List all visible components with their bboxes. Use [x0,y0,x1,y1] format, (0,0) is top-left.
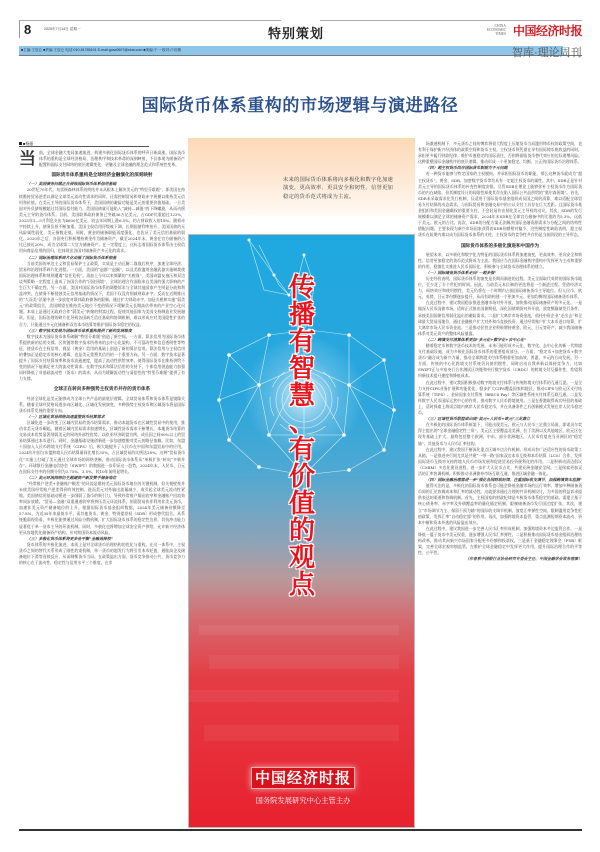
subsection-heading: （四）国际金融治理需进一步“强化各国财政纪律，注重国际收支调节，加强跨境资本监测” [425,477,582,483]
body-paragraph: 值得关注的是，多极化的国际货币体系也可能会降低金融市场的运行效率，增加多种储备货币间的汇兑协调成本和汇率的波动性。这就要求通过合理的共识机制设计，为多国的利益诉求提供表达的渠道和协调机制。首先，主权国家的财政纪律是多极货币体系稳定的基础，需建立基于核心债务率、赤字率及外债覆盖率的量化锚定机制，限制储备货币发行国过度扩张。其次，建立“市场调节为主、保留干预为辅”的国际收支调节机制，放宽汇率弹性空间，限制滥用竞争性贬值政策，发挥汇率“自动稳定器”的作用。再次，加强跨境资本监管，重点监测短期资本流动、资本中断和资本外逃的风险溢出效应。 [418,483,582,525]
slogan-char: 点 [288,570,315,600]
author-note: （作者系中国银行业协会研究专委会主任、中国金融学会常务理事） [465,556,582,562]
slogan-char: 的 [288,516,315,546]
slogan-char: 有 [288,327,315,357]
header-rule-right [320,20,582,21]
ad-masthead-logo: 中国经济时报 [251,767,355,789]
subsection-heading: （一）美国债务问题正在侵蚀国际货币体系信用基础 [26,181,117,187]
page-number: 8 [19,20,39,38]
article-column-right [418,141,582,827]
page-bottom-rule [19,829,582,831]
subsection-heading: （一）区域化贸易网络加速重塑货币结算需求 [26,413,105,419]
body-paragraph: 场激速机制下，多元货币之间的博弈将很大程度上压缩货币当局滥用铸币权的政策空间，也有利于保护新兴经济体的政策空间和货币主权。主权货币须凭借在享有国际铸币税收益的同时，承担更多履行财政纪律，维护币值稳定的国际责任，否则将面临货币替代效应的边际递增风险。这种重塑国际金融秩序的底层逻辑，推动形成一个更加稳定、均衡、公正的国际货币治理体系。 [418,141,582,165]
editor-info-bar [19,46,563,55]
brand-en-line: TIMES [495,32,506,36]
lead-paragraph [19,150,185,168]
article-headline: 国际货币体系重构的市场逻辑与演进路径 [141,96,459,116]
issue-date: 2025年7月14日 星期一 [44,27,81,31]
slogan-char: 慧 [288,381,315,411]
body-paragraph: 在此过程中，建议我国不断深化重点区域多边合作机制，形成具有广泛适应性的货币政策工具箱。一是推进央行间尤其是共建“一带一路”国家双边本币互换和本币结算（LCS）合作，发挥国际货币互换对支持跨境人民币市场发展和促进贸易投资便利化的作用。二是积极动清迈倡议（CMIM）多边化建设进程，进一步扩大人民币占比，共建亚洲金融安全网。三是探索更加灵活的汇率协调机制，积极推动亚洲债券市场互联互通，推进区域金融一体化。 [418,446,582,476]
body-paragraph: 区域化进一步改变了区域内贸易的货币结算需求，推动本地货币在区域性贸易中的使用，推动非美元货币崛起。随着区域内贸易需求加速增长，区域性货币需求不断增长，本地货币结算的交易成本优势显著削弱美元的网络外部性优势。以欧亚经济联盟为例，成员国之间90%以上的贸易结算通过本币进行。同时，金融基础设施创新进一步加速摆脱对美元的路径依赖。比如，东盟十国加入人民币跨境支付系统（CIPS）后，极大地提升了人民币在中国和东盟贸易中的应用。2024年中国与东盟跨境人民币结算量同比增长35%，占区域贸易的比例达28%。这种“贸易货币化”实施上打破了美元通过全球市场的网络垄断，推动国际货币体系从“单极扩张”转向“多极并存”。环球银行金融电信协会（SWIFT）的数据进一步印证这一趋势，2024年末，人民币、日元在国际支付中的份额分别为3.75%、3.5%，较10年前明显增长。 [19,419,185,474]
section-heading: 国际货币体系的多极化演进和中国作为 [460,242,540,248]
byline-rule [19,146,149,147]
body-paragraph: 在此过程中，建议我国稳步推进金融市场对外开放，加快推动国际储备资产的多元化。一是做深人民币国债市场，适时正式推出国债期权，深化国债期货对外开放，放宽熊猫债发行条件，承接美国国债信用弱化溢出的避险需求。二是扩大离岸市场资金池，依托中资企业“走出去”和全球最大贸易国地位，通过金融账户扩大对外和币直接投资，通过经常账户扩大本币进口结算，扩大离岸市场人民币资金池。三是推动民营企业积极增持黄金、欧元、日元等资产，减少我国储备体系对美元资产的整体风险暴露。 [418,300,582,336]
author-name: ■杨藤 [23,141,34,146]
subsection-heading: （二）美元环流网络衍生越避资产新发赞手储备地位 [26,474,117,480]
brand-english [484,24,506,36]
body-paragraph: 在多极化的国际货币体系框架下，可能出现美元、欧元与人民币三足鼎立局面，即诺贝尔奖得主提出的“全球金融稳定性三角”。美元区主要覆盖北美洲、拉丁美洲以及其他地区，欧元区在现有基础上扩大，最终包括整个欧洲、中东、部分非洲地区，人民币有望充当亚洲区的“稳定锚”，其他货币与人民币汇率挂钩。 [418,422,582,446]
masthead-logo: 中国经济时报 [513,24,583,38]
dropcap: 当 [19,150,36,169]
subsection-heading: （一）国际储备货币体系走向“一超多强” [425,269,497,275]
brand-en-line: ECONOMIC [486,28,506,32]
editor-info-text: ■主编:王辰仑 ■责编:王辰仑 电话:010-81785101 E-mail:gusc0607@sina.com ■美编:于一 校对:卢后薇 [21,48,181,52]
newspaper-advertisement [188,234,415,828]
article-column-left [19,150,185,828]
left-column-body [19,172,185,566]
slogan-char: 、 [288,408,315,438]
subsection-heading: （四）超主权货币尚存国际货币职能方不元问题 [425,165,508,171]
slogan-char: 有 [288,435,315,465]
slogan-char: 价 [288,462,315,492]
slogan-char: 播 [288,300,315,330]
lead-text: 前，全球金融大变局加速演进，构建多极化国际货币体系的呼声日新高涨。国际货币体系的重构是全球经济格局、治理秩序和技术革命的深刻映射，不仅体现为储备资产配置和国际支付网络的底层逻辑变化，更触及全球金融的理念范式和系统性变革。 [39,150,185,168]
pull-quote [188,138,415,216]
body-paragraph: “经常账户逆差+金融账户顺差”的环流是维持美元国际货币地位的关键机制。但关税壁垒并未使美国经常账户逆差得到有效控制，进而美元对外输出流量减少，或引起全球美元流动性紧缩。美国债信用基础动摇进一步削弱了货币的吸引力，导致经常账户输出收窄和金融账户回流效率同步放缓。“贸易—金融”双重通道收窄将挤压美元环流体系，削弱贸易伙伴利用非美元货币，加速非美元资产储备地位的上升。根据国际货币基金组织数据，2024年美元储备份额降至57.8%，为近30年来最低水平，而其他货币、黄金、特别提款权（SDR）形成替代组合。从系统脆弱视角看，多极化能够通过风险分散机制，扩大国际货币体系的稳定性边界，其抗冲击能力显著优于单一货币主导的环流机制。同时，多极化也将增加全球安全资产供给，允许新兴经济体更从容地优化储备资产结构，应对跨国资本流动风险。 [19,480,185,535]
slogan-char: 观 [288,543,315,573]
body-paragraph: 数字技术为国际货币体系破解“特里芬难题”创造了新空间。一方面，算法信用为国际货币体系提供新的信用支撑。区块链等数字技术所带来的去中心化架构，不可篡改性和信息透明性等特征，使货币在主权信用、商品（黄金）信用的基础上创造了新的算法信用。算法信用与主权信用的叠加正是稳定币的核心逻辑，也是美元重塑其信用的一个重要方向。另一方面，数字技术显著提升了国际支付结算效率和货币流通速度，提高了流动性供给效率，使得国际货币在维持供给不变的情况下能满足更大的流动性需求。在数字技术和算法信用的支持下，个体信用创造能力加强同样降低了对基础流动性（货币）的需求，从而为缓解流动性与清偿性的“特里芬难题”提供了有力支撑。 [19,333,185,382]
body-paragraph: 历史经验表明，国际货币体系的演变是长期而渐进的过程。美元全面取代英镑的国际货币地位，至少花了半个世纪的时间。因此，当前美元本位制的更迭将是一个渐进过程。凭借经济实力，网络效应和使用惯性，美元仍将在一个时期内占据国际储备货币主导地位。但人民币、欧元、英镑、日元等份额逐步提升，从而有助构建一个更加多元、更加均衡的国际储备货币体系。 [418,275,582,300]
slogan-char: 智 [288,354,315,384]
section-heading: 国际货币体系重构是全球经济金融演化的深刻映射 [51,172,153,178]
pull-quote-text: 未来的国际货币体系将向多极化和数字化加速演变，更高效率、更具安全和韧性、信誉更加稳定的货币范式将成为主流。 [283,177,393,200]
body-paragraph: 在此过程中，建议我国积极推动数字跨境支付体系与传统跨境支付体系的互通互促。一是全力支持CIPS业务扩展和功能优化，稳步扩大CIPS覆盖国家和地区，推动CIPS与欧元区支付结算系统（TIPS）、金砖国家支付系统（BRICS Pay）等区域性系统支付体系互联互通。二是发挥数字人民币国际运营中心的作用，推动数字人民币跨境使用。三是在香港取得成功经验的基础上，适时探索上海试点境内离岸人民币稳定币，并在具备条件之后创新模式发展在岸人民币稳定币。 [418,379,582,416]
subsection-heading: （三）数字技术发展为国际货币体系重构提供了新的发展维度 [26,327,132,333]
subsection-heading: （三）多极化货币体系将更多会平衡“金融选择权” [26,535,113,541]
body-paragraph: 展望未来，以多极化和数字化为特征的国际货币体系将加速演变，更高效率、更具安全和韧性、信誉更加稳定的货币范式将成为主流。我国应当在国际金融秩序重构中发挥更为主动和重要的作用，稳慎扎实推进人民币国际化，积极参与全球货币治理体系的建立。 [418,251,582,269]
subsection-heading: （三）区域性货币联盟或出现“美元+人民币+欧元”三足鼎立 [425,416,531,422]
ad-publisher-line: 国务院发展研究中心主管主办 [255,796,351,805]
body-paragraph: 货币体系的多极化演进，本质上是对全球货币治理结构的优化与重构。在这一体系中，主权货币之间的替代关系形成了刚性约束机制，单一货币的超发行为将引发本币贬值，通胀高企及储备地位下滑等连锁反应，从而制衡货币当局。在政策溢出方面，货币竞争推动公共，货币竞争力的核心在于流动性、稳定性与信用水平三个维度。在市 [19,541,185,566]
body-paragraph: 经济全球化是美元能够成为全球公共产品的最底层逻辑。全球贸易体系和货币体系是镜像关系。随着全球经贸格局逐步向区域化、区域化发展演变，多种强势主权货币和区域货币将是国际货币体系发展的重要方向。 [19,395,185,413]
body-paragraph: 随着稳定币和数字货币技术的发展，未来可能形成多元化、数字化、去中心化的新一代跨境支付基础设施，成为多极化国际货币体系的重要组成部分。一方面，“稳定币+加密货币+数字货币”融合成为新兴力量，推动全球跨境支付体系朝着更加高效、普惠、多元的方向发展。另一方面，传统的中心化跨境支付系统仍具使用惯性，同时启动自我革新以保持竞争力，比如SWIFT正与多家央行合作测试区块链和央行数字货币（CBDC）的跨境支付互操作性，希望利用新技术提升速度和降低成本。 [418,343,582,379]
brand-en-line: CHINA [494,24,506,28]
body-paragraph: 若一种货币能够与特定国家的主权脱钩，并承担国际货币的职能，那么这种货币就成为“超主权货币”。黄金、SDR、加密数字货币等均具有一定超主权货币的属性。其中，SDR正是针对美元主导的国际货币体系的补充性制度安排。尽管SDR在理论上能够弥补主权货币作为国际货币的内在缺陷，但其制度设计的局限性却使其存在陷入国际公共品供给的“奥尔森困境”。首先，SDR未采取需求化发行机制，仅适用于国际货币基金组织成员国之间的清算，难以适配全球贸易支付结算的动态需求，与国际贸易和金融交易中的公认支付工具存在巨大差距。且国际货币基金组织和美国金融霸权的重要支柱，不会轻易作出削化美元主导权的动议。其次，SDR的发行规模难以满足全球的储备资产需求，2024年末SDR在全球官方储备中的比重约为5.3%，远低于美元、欧元的占比。再次，SDR的分配方案无法解决国际金融资源需求与分配之间的结构性错配问题，主要表现为新兴市场国家获得的SDR份额相对偏少。这些制度性缺陷表明，超主权货币在短期内难以成为国际货币体系的支柱，主权货币的竞争性共存仍是当前阶段的主导形态。 [418,171,582,238]
slogan-char: 传 [288,273,315,303]
section-heading: 全球正在转向多种强势主权货币并存的货币体系 [53,386,151,392]
ad-slogan [287,275,317,599]
body-paragraph: 当前美国的单边主义和贸易保护主义政策，实质是主动瓦解二战战后秩序，加速全球经济、贸易和治理体系碎片化进程。一方面，美国的“退群”“退圈”，以及美欧滥用金融武器实施制裁使国际治理体系和规则遭遇“信任危机”。再加上今年以来频繁的“关税战”，美国向盟友施压和双边谈判策略一定程度上造成了各国合作的“囚徒困境”，全球治理合作面临来自美国的强大影响的产生巨大不确定性。另一方面，美国对国际货币体系的调整诉求与全球其他国家产生明显分歧和利益冲突。在债务不断侵蚀美元信用基础的情况下，美国不仅没有削减财政赤字，反而在近期推出的“大而美”法案中进一步放宽对联邦政府债务的限制。通过扩大财政赤字、加征关税和实施“弱美元”的政策组合，美国期望在维持美元地位不变的情况下缓解美元长期高估带来的产业空心化问题。本质上是通过无政府合作“弱美元”转嫁的财富过程，促使其他国家为美国支持制造业发展融资。但是，国际治理的碎片化导致各国缺乏信任基础和协调机制，难以形成应对美国隐性扩张的合力，只能通过多元化储备和双边本币结算等维护国际货币稳定的权益。 [19,260,185,327]
section-title: 特别策划 [268,27,325,42]
right-column-body [418,141,582,556]
body-paragraph: 在此过程中，建议我国进一步完善人民币汇率形成机制，加强跨境资本多边监管合作。一是降低一篮子货币中美元权重，逐步增强人民币汇率弹性。二是积极推动国际货币基金组织治理结构改革，推动其向新兴市场国家分配更多份额和投票权。三是基于金融稳定理事会（FSB）框架，完善全球宏观审慎监管，在维护全球金融稳定中发挥更大作用，提升国际治理合作的平等性、公平性。 [418,525,582,556]
column-label: 智库·理论周刊 [512,47,582,59]
slogan-char: 值 [288,489,315,519]
header-rule-left [19,20,281,21]
info-bar-rule [19,55,582,56]
subsection-heading: （二）国际治理体系碎片化动摇了国际货币体系根基 [26,254,117,260]
subsection-heading: （二）跨境支付清算体系更加“多元化+数字化+去中心化” [425,336,527,342]
body-paragraph: 20世纪70年代，布雷顿森林体系的终结并未从根本上解决美元的“特里芬难题”，即美国在持续维持贸易逆差以满足全球美元流动性需求的同时，还需控制贸易和财政赤字规模以维持美元信用和价值。在美元主导的国际货币体系下，美国国债的避险功能是美元的重要价值基础。一旦美国对外负债规模超过其国际偿付能力，美国国债就可能陷入“减持—减值”的下降螺旋，从而动摇美元主导的货币体系。目前，美国联邦政府债务已突破36万亿美元，占GDP比重超过123%，2025年1—5月利息支出为4600亿美元，较去年同期上涨6.5%，约占财政收入的18%。随着赤字持续上升，债务负担不断加重，美国主权信用评级被下调，长期国债利率抬升，美国国债的无风险属性弱化，美元指数走低。同时，黄金的储备职能再度强化，也佐证了美元信用基础的弱化。2020年之后，各国央行积极增持黄金作为储备资产，截至2024年末，黄金在官方储备的占比已接近20%，成为全球第二大官方储备资产。在一定程度上，这标志着国际货币体系由主权信用向商品信用的回归，也体现出各国对储备资产多元化的需求。 [19,187,185,254]
